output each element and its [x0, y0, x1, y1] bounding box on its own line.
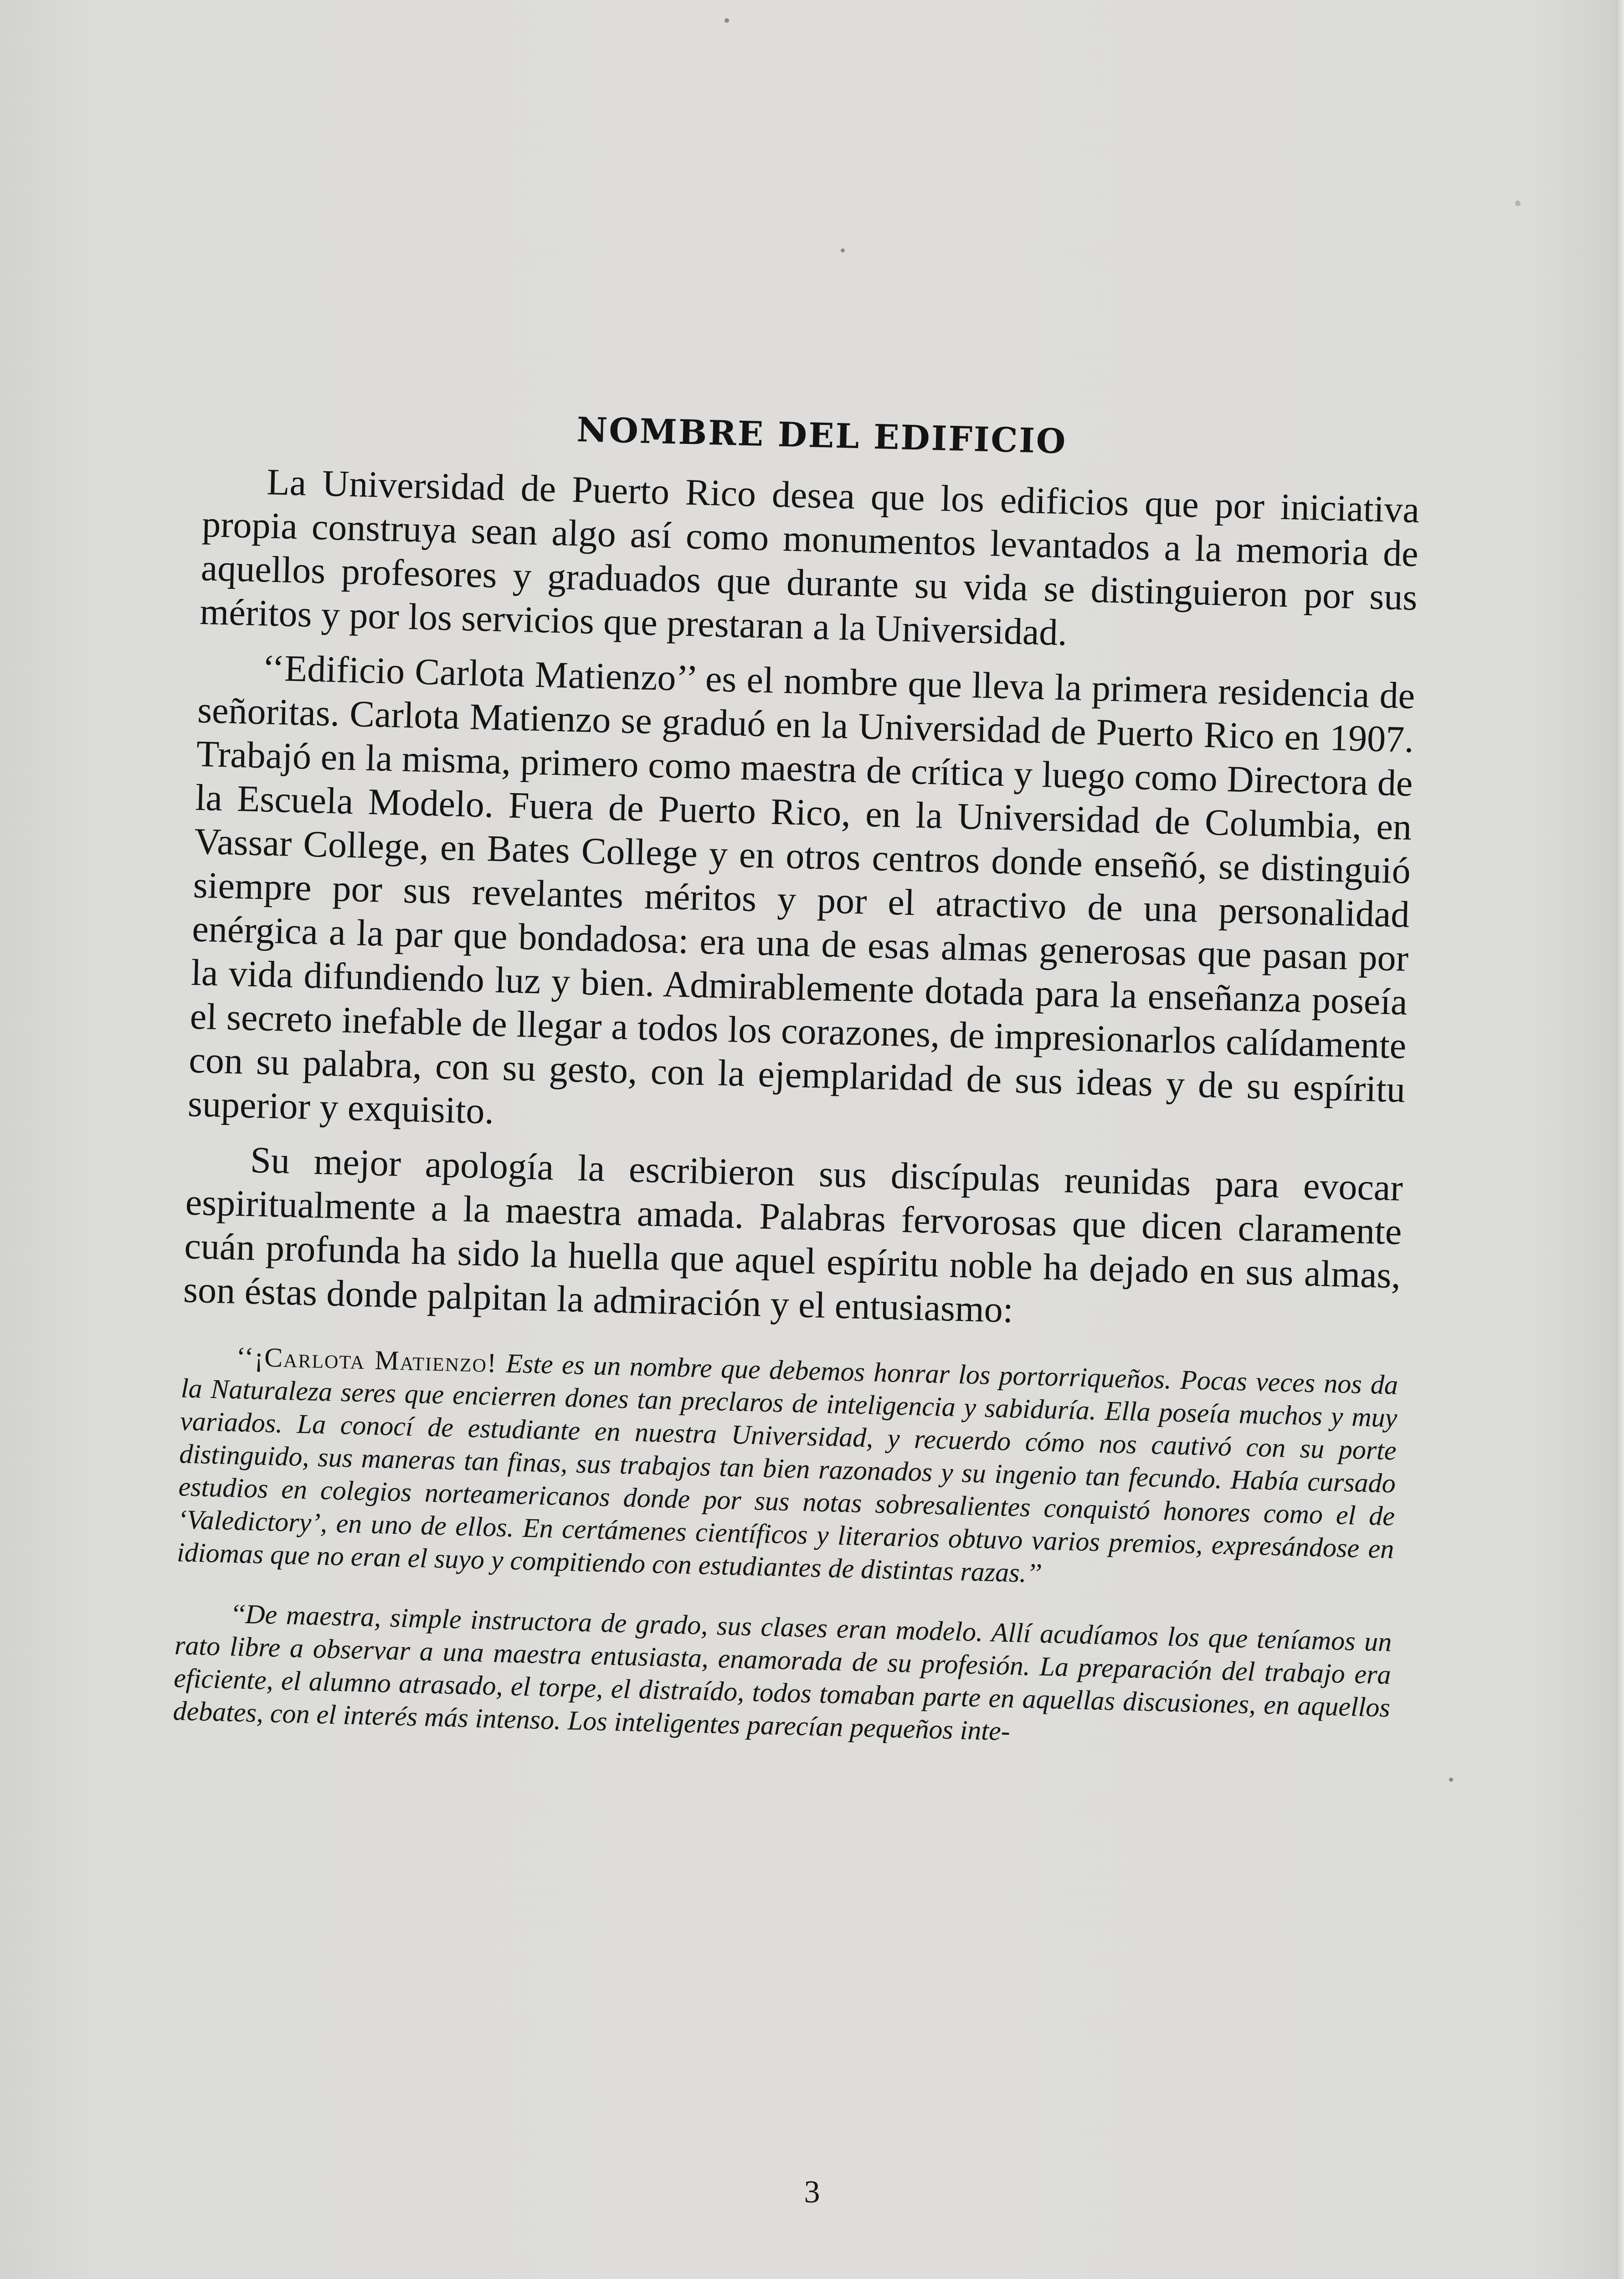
dust-speck	[725, 18, 729, 23]
dust-speck	[1449, 1778, 1453, 1782]
page-edge	[1616, 0, 1624, 2279]
page-number: 3	[804, 2175, 820, 2210]
page-title: NOMBRE DEL EDIFICIO	[576, 410, 1068, 462]
document-text	[173, 401, 1421, 1757]
quotation: ‘‘De maestra, simple instructora de grado, sus clases eran modelo. Allí acudíamos los que teníamos un rato libre a observar a una maestra entusiasta, enamorada de su profesión. La preparación del trabajo era eficiente, el alumno atrasado, el torpe, el distraído, todos tomaban parte en aquellas discusiones, en aquellos debates, con el interés más intenso. Los inteligentes parecían pequeños inte-	[172, 1598, 1393, 1747]
dust-speck	[841, 248, 845, 253]
paragraph: Su mejor apología la escribieron sus discípulas reunidas para evocar espiritualmente a la maestra amada. Palabras fervorosas que dicen claramente cuán profunda ha sido la huella que aquel espíritu noble ha dejado en sus almas, son éstas donde palpitan la admiración y el entusiasmo:	[183, 1139, 1403, 1330]
dust-speck	[1515, 201, 1521, 206]
paragraph: La Universidad de Puerto Rico desea que los edificios que por iniciativa propia construya sean algo así como monumentos levantados a la memoria de aquellos profesores y graduados que durante su vida se distinguieron por sus méritos y por los servicios que prestaran a la Universidad.	[199, 461, 1420, 654]
quotation-body: Este es un nombre que debemos honrar los portorriqueños. Pocas veces nos da la Naturaleza seres que encierren dones tan preclaros de inteligencia y sabiduría. Ella poseía muchos y muy variados. La conocí de estudiante en nuestra Universidad, y recuerdo cómo nos cautivó con su porte distinguido, sus maneras tan finas, sus trabajos tan bien razonados y su ingenio tan fecundo. Había cursado estudios en colegios norteamericanos donde por sus notas sobresalientes conquistó honores como el de ‘Valedictory’, en uno de ellos. En certámenes científicos y literarios obtuvo varios premios, expresándose en idiomas que no eran el suyo y compitiendo con estudiantes de distintas razas.’’	[176, 1348, 1398, 1588]
quotation	[176, 1339, 1398, 1598]
quotation-lead: ‘‘¡Carlota Matienzo!	[236, 1341, 498, 1378]
paragraph: ‘‘Edificio Carlota Matienzo’’ es el nombre que lleva la primera residencia de señoritas. Carlota Matienzo se graduó en la Universidad de Puerto Rico en 1907. Trabajó en la misma, primero como maestra de crítica y luego como Directora de la Escuela Modelo. Fuera de Puerto Rico, en la Universidad de Columbia, en Vassar College, en Bates College y en otros centros donde enseñó, se distinguió siempre por sus revelantes méritos y por el atractivo de una personalidad enérgica a la par que bondadosa: era una de esas almas generosas que pasan por la vida difundiendo luz y bien. Admirablemente dotada para la enseñanza poseía el secreto inefable de llegar a todos los corazones, de impresionarlos calídamente con su palabra, con su gesto, con la ejemplaridad de sus ideas y de su espíritu superior y exquisito.	[187, 647, 1416, 1132]
